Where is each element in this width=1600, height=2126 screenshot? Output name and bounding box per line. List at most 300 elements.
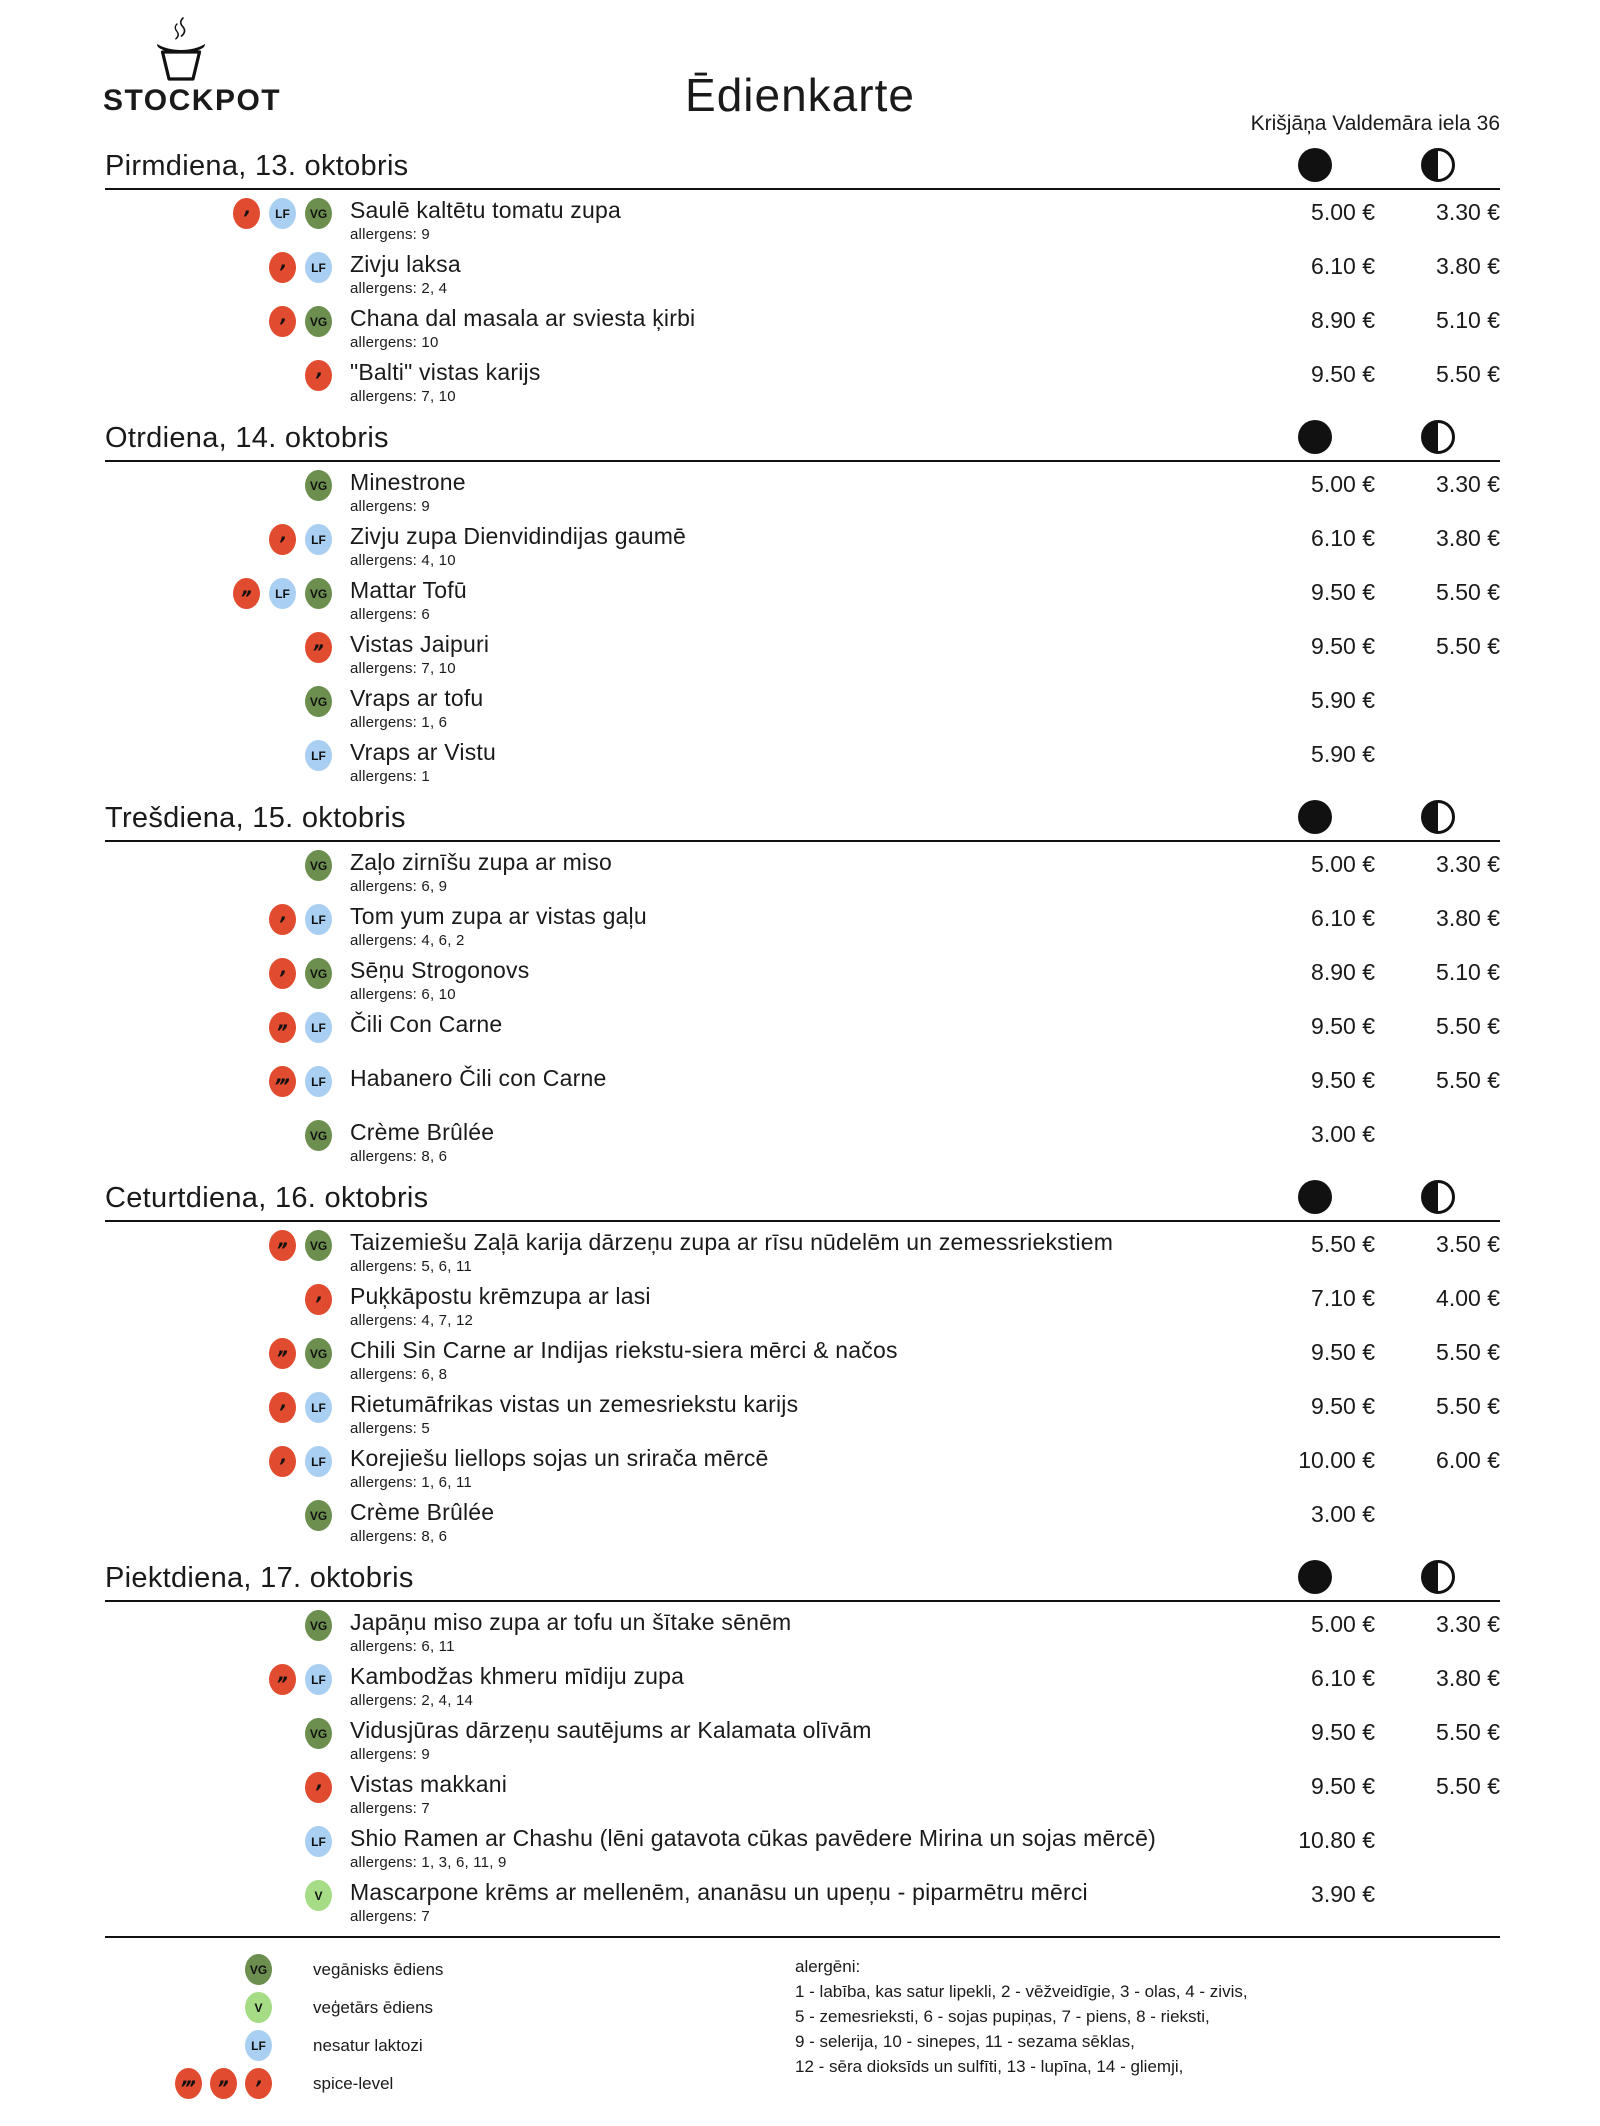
item-main <box>350 739 1255 786</box>
item-name: Zivju laksa <box>350 251 461 277</box>
full-portion-column <box>1255 800 1375 835</box>
item-badges <box>105 1391 350 1438</box>
item-badges <box>105 1663 350 1710</box>
item-allergens: allergens: 1, 3, 6, 11, 9 <box>350 1854 507 1871</box>
menu-root <box>105 0 1500 1926</box>
item-allergens: allergens: 4, 6, 2 <box>350 932 465 949</box>
vegan-icon: VG <box>305 578 332 609</box>
legend-row <box>105 2030 795 2061</box>
price-half-portion: 3.30 € <box>1436 199 1500 225</box>
item-main <box>350 251 1255 298</box>
menu-item <box>105 950 1500 1004</box>
item-allergens: allergens: 2, 4, 14 <box>350 1692 474 1709</box>
spice-level-1-icon: , <box>269 524 296 555</box>
item-badges <box>105 1229 350 1276</box>
item-main <box>350 1229 1255 1276</box>
item-allergens: allergens: 4, 7, 12 <box>350 1312 474 1329</box>
full-portion-icon <box>1298 1560 1332 1594</box>
price-half-portion: 5.50 € <box>1436 1067 1500 1093</box>
item-badges <box>105 251 350 298</box>
day-title: Trešdiena, 15. oktobris <box>105 802 406 834</box>
item-allergens: allergens: 2, 4 <box>350 280 448 297</box>
item-allergens: allergens: 7 <box>350 1800 430 1817</box>
price-half-portion: 6.00 € <box>1436 1447 1500 1473</box>
item-name: Crème Brûlée <box>350 1499 495 1525</box>
item-main <box>350 1445 1255 1492</box>
menu-item <box>105 352 1500 406</box>
item-allergens: allergens: 7 <box>350 1908 430 1925</box>
item-main <box>350 1011 1255 1058</box>
item-allergens: allergens: 6, 8 <box>350 1366 448 1383</box>
menu-item <box>105 678 1500 732</box>
day-header <box>105 148 1500 190</box>
menu-item <box>105 1764 1500 1818</box>
menu-item <box>105 516 1500 570</box>
item-badges <box>105 1337 350 1384</box>
menu-item <box>105 190 1500 244</box>
price-full-portion: 5.00 € <box>1311 471 1375 497</box>
item-badges <box>105 903 350 950</box>
item-allergens: allergens: 6, 9 <box>350 878 448 895</box>
price-half-portion <box>1375 685 1500 732</box>
item-name: Chili Sin Carne ar Indijas riekstu-siera mērci & načos <box>350 1337 898 1363</box>
item-name: Vistas makkani <box>350 1771 508 1797</box>
vegan-icon: VG <box>305 850 332 881</box>
day-title: Otrdiena, 14. oktobris <box>105 422 389 454</box>
item-name: Vidusjūras dārzeņu sautējums ar Kalamata olīvām <box>350 1717 872 1743</box>
lactose-free-icon: LF <box>305 1446 332 1477</box>
day-section <box>105 420 1500 786</box>
price-full-portion: 9.50 € <box>1311 1393 1375 1419</box>
item-main <box>350 1337 1255 1384</box>
lactose-free-icon: LF <box>305 740 332 771</box>
item-badges <box>105 1065 350 1112</box>
full-portion-icon <box>1298 1180 1332 1214</box>
vegan-icon: VG <box>305 686 332 717</box>
item-allergens: allergens: 1, 6, 11 <box>350 1474 472 1491</box>
price-half-portion: 3.80 € <box>1436 905 1500 931</box>
full-portion-column <box>1255 1180 1375 1215</box>
lactose-free-icon: LF <box>305 1826 332 1857</box>
price-full-portion: 5.90 € <box>1311 741 1375 767</box>
lactose-free-icon: LF <box>305 1012 332 1043</box>
price-half-portion: 5.50 € <box>1436 633 1500 659</box>
menu-item <box>105 1602 1500 1656</box>
full-portion-column <box>1255 420 1375 455</box>
restaurant-address: Krišjāņa Valdemāra iela 36 <box>1250 112 1500 135</box>
item-name: Vistas Jaipuri <box>350 631 490 657</box>
price-half-portion: 5.50 € <box>1436 361 1500 387</box>
half-portion-icon <box>1421 148 1455 182</box>
price-half-portion: 3.50 € <box>1436 1231 1500 1257</box>
item-allergens: allergens: 9 <box>350 226 430 243</box>
menu-item <box>105 1656 1500 1710</box>
item-main <box>350 523 1255 570</box>
menu-item <box>105 1818 1500 1872</box>
price-full-portion: 9.50 € <box>1311 633 1375 659</box>
price-half-portion <box>1375 739 1500 786</box>
spice-level-1-icon: , <box>233 198 260 229</box>
spice-level-1-icon: , <box>269 1446 296 1477</box>
item-main <box>350 631 1255 678</box>
item-main <box>350 957 1255 1004</box>
price-full-portion: 9.50 € <box>1311 1013 1375 1039</box>
spice-level-1-icon: , <box>269 1392 296 1423</box>
item-main <box>350 1609 1255 1656</box>
item-allergens: allergens: 10 <box>350 334 439 351</box>
item-name: Čili Con Carne <box>350 1011 503 1037</box>
item-badges <box>105 1825 350 1872</box>
half-portion-column <box>1375 800 1500 835</box>
full-portion-column <box>1255 1560 1375 1595</box>
item-badges <box>105 577 350 624</box>
full-portion-column <box>1255 148 1375 183</box>
vegan-icon: VG <box>245 1954 272 1985</box>
price-full-portion: 8.90 € <box>1311 307 1375 333</box>
vegan-icon: VG <box>305 1338 332 1369</box>
price-full-portion: 5.00 € <box>1311 199 1375 225</box>
item-main <box>350 685 1255 732</box>
item-badges <box>105 685 350 732</box>
day-section <box>105 1180 1500 1546</box>
item-badges <box>105 1119 350 1166</box>
price-half-portion: 3.80 € <box>1436 525 1500 551</box>
menu-item <box>105 1872 1500 1926</box>
item-main <box>350 577 1255 624</box>
day-title: Piektdiena, 17. oktobris <box>105 1562 414 1594</box>
spice-level-2-icon: ,, <box>269 1012 296 1043</box>
price-half-portion: 3.30 € <box>1436 471 1500 497</box>
item-name: Korejiešu liellops sojas un srirača mērcē <box>350 1445 769 1471</box>
price-half-portion: 3.80 € <box>1436 1665 1500 1691</box>
item-allergens: allergens: 5, 6, 11 <box>350 1258 472 1275</box>
item-main <box>350 1717 1255 1764</box>
item-badges <box>105 849 350 896</box>
price-half-portion: 5.50 € <box>1436 1013 1500 1039</box>
price-full-portion: 10.00 € <box>1298 1447 1375 1473</box>
price-half-portion <box>1375 1499 1500 1546</box>
spice-level-3-icon: ,,, <box>269 1066 296 1097</box>
item-main <box>350 903 1255 950</box>
item-name: Sēņu Strogonovs <box>350 957 530 983</box>
spice-level-3-icon: ,,, <box>175 2068 202 2099</box>
item-main <box>350 1879 1255 1926</box>
lactose-free-icon: LF <box>305 524 332 555</box>
day-header <box>105 1180 1500 1222</box>
spice-level-1-icon: , <box>269 958 296 989</box>
item-main <box>350 359 1255 406</box>
menu-item <box>105 1058 1500 1112</box>
spice-level-2-icon: ,, <box>269 1230 296 1261</box>
lactose-free-icon: LF <box>305 904 332 935</box>
item-name: Vraps ar Vistu <box>350 739 496 765</box>
menu-item <box>105 1222 1500 1276</box>
item-name: Zivju zupa Dienvidindijas gaumē <box>350 523 687 549</box>
full-portion-icon <box>1298 420 1332 454</box>
item-main <box>350 469 1255 516</box>
item-badges <box>105 957 350 1004</box>
item-main <box>350 1119 1255 1166</box>
legend-row <box>105 1992 795 2023</box>
vegan-icon: VG <box>305 306 332 337</box>
item-allergens: allergens: 6, 10 <box>350 986 456 1003</box>
legend-row <box>105 1954 795 1985</box>
menu-item <box>105 732 1500 786</box>
item-name: Tom yum zupa ar vistas gaļu <box>350 903 647 929</box>
item-name: Rietumāfrikas vistas un zemesriekstu karijs <box>350 1391 799 1417</box>
item-badges <box>105 739 350 786</box>
menu-item <box>105 1004 1500 1058</box>
item-name: Mattar Tofū <box>350 577 467 603</box>
allergen-key-line: 1 - labība, kas satur lipekli, 2 - vēžveidīgie, 3 - olas, 4 - zivis, <box>795 1982 1248 2001</box>
item-main <box>350 1391 1255 1438</box>
price-full-portion: 7.10 € <box>1311 1285 1375 1311</box>
item-badges <box>105 1011 350 1058</box>
legend-icons-column <box>105 1954 795 2106</box>
menu-item <box>105 1438 1500 1492</box>
allergen-key <box>795 1954 1500 2106</box>
item-main <box>350 1771 1255 1818</box>
menu-item <box>105 462 1500 516</box>
spice-level-1-icon: , <box>305 1284 332 1315</box>
legend-label: nesatur laktozi <box>313 2035 423 2055</box>
half-portion-icon <box>1421 1560 1455 1594</box>
item-badges <box>105 1499 350 1546</box>
spice-level-1-icon: , <box>245 2068 272 2099</box>
item-allergens: allergens: 1, 6 <box>350 714 448 731</box>
price-full-portion: 9.50 € <box>1311 579 1375 605</box>
item-name: Minestrone <box>350 469 466 495</box>
day-title: Ceturtdiena, 16. oktobris <box>105 1182 429 1214</box>
item-name: Japāņu miso zupa ar tofu un šītake sēnēm <box>350 1609 792 1635</box>
item-main <box>350 1283 1255 1330</box>
half-portion-icon <box>1421 800 1455 834</box>
price-half-portion: 3.30 € <box>1436 1611 1500 1637</box>
price-half-portion: 3.30 € <box>1436 851 1500 877</box>
allergen-key-line: 12 - sēra dioksīds un sulfīti, 13 - lupīna, 14 - gliemji, <box>795 2057 1184 2076</box>
spice-level-1-icon: , <box>305 360 332 391</box>
item-name: Shio Ramen ar Chashu (lēni gatavota cūkas pavēdere Mirina un sojas mērcē) <box>350 1825 1156 1851</box>
item-main <box>350 305 1255 352</box>
item-badges <box>105 197 350 244</box>
item-main <box>350 1065 1255 1112</box>
price-half-portion <box>1375 1825 1500 1872</box>
day-header <box>105 420 1500 462</box>
day-section <box>105 148 1500 406</box>
item-badges <box>105 1283 350 1330</box>
page-title: Ēdienkarte <box>685 69 915 121</box>
price-full-portion: 6.10 € <box>1311 905 1375 931</box>
vegan-icon: VG <box>305 1120 332 1151</box>
lactose-free-icon: LF <box>305 1664 332 1695</box>
item-main <box>350 1663 1255 1710</box>
vegan-icon: VG <box>305 198 332 229</box>
item-badges <box>105 631 350 678</box>
item-allergens: allergens: 5 <box>350 1420 430 1437</box>
lactose-free-icon: LF <box>305 252 332 283</box>
price-full-portion: 9.50 € <box>1311 1067 1375 1093</box>
price-full-portion: 3.90 € <box>1311 1881 1375 1907</box>
item-main <box>350 1825 1255 1872</box>
item-badges <box>105 305 350 352</box>
item-badges <box>105 1717 350 1764</box>
legend-badges <box>105 1954 272 1985</box>
half-portion-column <box>1375 1560 1500 1595</box>
item-badges <box>105 1609 350 1656</box>
menu-item <box>105 1384 1500 1438</box>
legend-label: spice-level <box>313 2073 394 2093</box>
item-name: Puķkāpostu krēmzupa ar lasi <box>350 1283 651 1309</box>
item-name: Chana dal masala ar sviesta ķirbi <box>350 305 696 331</box>
item-main <box>350 197 1255 244</box>
item-allergens: allergens: 9 <box>350 498 430 515</box>
legend-badges <box>105 1992 272 2023</box>
item-badges <box>105 1445 350 1492</box>
price-half-portion <box>1375 1119 1500 1166</box>
price-full-portion: 5.00 € <box>1311 851 1375 877</box>
price-full-portion: 9.50 € <box>1311 1719 1375 1745</box>
item-name: Zaļo zirnīšu zupa ar miso <box>350 849 612 875</box>
menu-item <box>105 842 1500 896</box>
lactose-free-icon: LF <box>245 2030 272 2061</box>
day-header <box>105 800 1500 842</box>
lactose-free-icon: LF <box>305 1066 332 1097</box>
full-portion-icon <box>1298 148 1332 182</box>
allergen-key-title: alergēni: <box>795 1957 861 1976</box>
item-badges <box>105 1771 350 1818</box>
item-name: "Balti" vistas karijs <box>350 359 541 385</box>
spice-level-2-icon: ,, <box>305 632 332 663</box>
menu-item <box>105 1492 1500 1546</box>
price-half-portion: 5.50 € <box>1436 579 1500 605</box>
item-allergens: allergens: 6 <box>350 606 430 623</box>
price-half-portion: 5.50 € <box>1436 1773 1500 1799</box>
price-half-portion: 5.10 € <box>1436 959 1500 985</box>
price-half-portion: 5.50 € <box>1436 1339 1500 1365</box>
vegan-icon: VG <box>305 470 332 501</box>
spice-level-2-icon: ,, <box>233 578 260 609</box>
price-full-portion: 3.00 € <box>1311 1501 1375 1527</box>
item-name: Saulē kaltētu tomatu zupa <box>350 197 621 223</box>
vegan-icon: VG <box>305 1230 332 1261</box>
price-full-portion: 5.00 € <box>1311 1611 1375 1637</box>
item-name: Vraps ar tofu <box>350 685 484 711</box>
spice-level-2-icon: ,, <box>210 2068 237 2099</box>
item-name: Mascarpone krēms ar mellenēm, ananāsu un upeņu - piparmētru mērci <box>350 1879 1088 1905</box>
day-section <box>105 800 1500 1166</box>
item-allergens: allergens: 1 <box>350 768 430 785</box>
price-half-portion <box>1375 1879 1500 1926</box>
price-half-portion: 3.80 € <box>1436 253 1500 279</box>
price-full-portion: 8.90 € <box>1311 959 1375 985</box>
vegetarian-icon: V <box>245 1992 272 2023</box>
legend-label: veģetārs ēdiens <box>313 1997 434 2017</box>
price-full-portion: 9.50 € <box>1311 1773 1375 1799</box>
half-portion-column <box>1375 148 1500 183</box>
legend-footer <box>105 1936 1500 2106</box>
full-portion-icon <box>1298 800 1332 834</box>
item-badges <box>105 359 350 406</box>
spice-level-2-icon: ,, <box>269 1664 296 1695</box>
item-main <box>350 1499 1255 1546</box>
item-name: Crème Brûlée <box>350 1119 495 1145</box>
price-full-portion: 5.50 € <box>1311 1231 1375 1257</box>
lactose-free-icon: LF <box>269 578 296 609</box>
half-portion-icon <box>1421 420 1455 454</box>
menu-item <box>105 624 1500 678</box>
spice-level-1-icon: , <box>269 306 296 337</box>
menu-item <box>105 570 1500 624</box>
price-half-portion: 4.00 € <box>1436 1285 1500 1311</box>
price-full-portion: 10.80 € <box>1298 1827 1375 1853</box>
price-full-portion: 6.10 € <box>1311 253 1375 279</box>
half-portion-icon <box>1421 1180 1455 1214</box>
price-full-portion: 6.10 € <box>1311 1665 1375 1691</box>
half-portion-column <box>1375 420 1500 455</box>
vegan-icon: VG <box>305 1500 332 1531</box>
day-title: Pirmdiena, 13. oktobris <box>105 150 409 182</box>
vegan-icon: VG <box>305 958 332 989</box>
item-allergens: allergens: 4, 10 <box>350 552 456 569</box>
item-badges <box>105 469 350 516</box>
menu-item <box>105 244 1500 298</box>
spice-level-1-icon: , <box>305 1772 332 1803</box>
lactose-free-icon: LF <box>269 198 296 229</box>
legend-row <box>105 2068 795 2099</box>
price-full-portion: 5.90 € <box>1311 687 1375 713</box>
menu-item <box>105 298 1500 352</box>
item-name: Taizemiešu Zaļā karija dārzeņu zupa ar rīsu nūdelēm un zemessriekstiem <box>350 1229 1114 1255</box>
item-allergens: allergens: 7, 10 <box>350 388 456 405</box>
legend-label: vegānisks ēdiens <box>313 1959 444 1979</box>
menu-item <box>105 1710 1500 1764</box>
allergen-key-line: 5 - zemesrieksti, 6 - sojas pupiņas, 7 - piens, 8 - rieksti, <box>795 2007 1210 2026</box>
item-main <box>350 849 1255 896</box>
menu-item <box>105 896 1500 950</box>
price-full-portion: 6.10 € <box>1311 525 1375 551</box>
item-name: Kambodžas khmeru mīdiju zupa <box>350 1663 685 1689</box>
vegan-icon: VG <box>305 1718 332 1749</box>
logo-text: STOCKPOT <box>103 84 282 117</box>
spice-level-2-icon: ,, <box>269 1338 296 1369</box>
legend-badges <box>105 2068 272 2099</box>
price-full-portion: 9.50 € <box>1311 361 1375 387</box>
menu-item <box>105 1330 1500 1384</box>
day-section <box>105 1560 1500 1926</box>
price-half-portion: 5.50 € <box>1436 1393 1500 1419</box>
item-allergens: allergens: 9 <box>350 1746 430 1763</box>
item-allergens: allergens: 6, 11 <box>350 1638 455 1655</box>
price-half-portion: 5.10 € <box>1436 307 1500 333</box>
day-header <box>105 1560 1500 1602</box>
price-full-portion: 9.50 € <box>1311 1339 1375 1365</box>
item-allergens: allergens: 8, 6 <box>350 1528 448 1545</box>
vegan-icon: VG <box>305 1610 332 1641</box>
spice-level-1-icon: , <box>269 904 296 935</box>
half-portion-column <box>1375 1180 1500 1215</box>
lactose-free-icon: LF <box>305 1392 332 1423</box>
item-badges <box>105 523 350 570</box>
price-full-portion: 3.00 € <box>1311 1121 1375 1147</box>
vegetarian-icon: V <box>305 1880 332 1911</box>
item-name: Habanero Čili con Carne <box>350 1065 607 1091</box>
item-allergens: allergens: 8, 6 <box>350 1148 448 1165</box>
item-badges <box>105 1879 350 1926</box>
spice-level-1-icon: , <box>269 252 296 283</box>
menu-item <box>105 1276 1500 1330</box>
legend-badges <box>105 2030 272 2061</box>
menu-item <box>105 1112 1500 1166</box>
